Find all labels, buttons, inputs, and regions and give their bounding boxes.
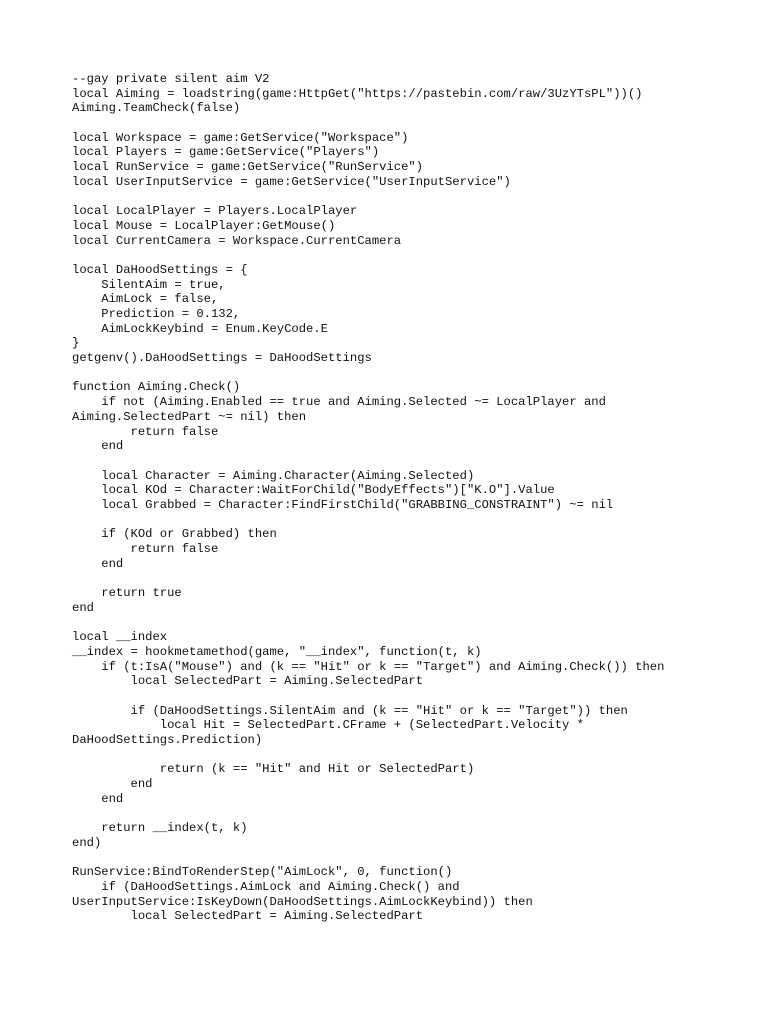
code-line: Aiming.SelectedPart ~= nil) then — [72, 409, 307, 424]
code-line: Aiming.TeamCheck(false) — [72, 101, 241, 116]
code-line: local LocalPlayer = Players.LocalPlayer — [72, 204, 358, 219]
code-line: return false — [72, 424, 219, 439]
code-line — [72, 248, 712, 263]
code-line: local Aiming = loadstring(game:HttpGet("https://pastebin.com/raw/3UzYTsPL"))() — [72, 86, 643, 101]
code-line — [72, 806, 712, 821]
code-line: end — [72, 439, 124, 454]
code-line: if (t:IsA("Mouse") and (k == "Hit" or k == "Target") and Aiming.Check()) then — [72, 659, 665, 674]
code-line: local Players = game:GetService("Players") — [72, 145, 380, 160]
code-line — [72, 116, 712, 131]
code-line: return true — [72, 586, 182, 601]
code-line — [72, 190, 712, 205]
code-line: if not (Aiming.Enabled == true and Aiming.Selected ~= LocalPlayer and — [72, 395, 606, 410]
code-line: return false — [72, 542, 219, 556]
code-line — [72, 689, 712, 704]
code-line: end — [72, 791, 124, 806]
code-line: end — [72, 777, 153, 791]
code-line: --gay private silent aim V2 — [72, 72, 270, 86]
code-line: if (DaHoodSettings.SilentAim and (k == "Hit" or k == "Target")) then — [72, 703, 628, 718]
code-line — [72, 850, 712, 865]
code-line: local UserInputService = game:GetService("UserInputService") — [72, 174, 511, 189]
code-line: local CurrentCamera = Workspace.CurrentCamera — [72, 233, 402, 248]
code-line — [72, 571, 712, 586]
code-line — [72, 454, 712, 469]
code-line: local Hit = SelectedPart.CFrame + (SelectedPart.Velocity * — [72, 718, 584, 733]
code-line: local Character = Aiming.Character(Aiming.Selected) — [72, 468, 475, 483]
code-line: local KOd = Character:WaitForChild("BodyEffects")["K.O"].Value — [72, 483, 555, 498]
code-line: end — [72, 600, 94, 615]
code-line: local Workspace = game:GetService("Workspace") — [72, 130, 409, 145]
code-line: SilentAim = true, — [72, 277, 226, 292]
code-line: end — [72, 556, 124, 571]
code-line: getgenv().DaHoodSettings = DaHoodSettings — [72, 351, 372, 366]
code-line: local Grabbed = Character:FindFirstChild("GRABBING_CONSTRAINT") ~= nil — [72, 497, 614, 512]
code-line: } — [72, 336, 80, 351]
code-line: if (KOd or Grabbed) then — [72, 527, 277, 542]
code-line — [72, 366, 712, 381]
code-line: local SelectedPart = Aiming.SelectedPart — [72, 674, 424, 689]
code-document — [72, 72, 712, 924]
code-line — [72, 513, 712, 528]
code-line: function Aiming.Check() — [72, 380, 241, 395]
code-line: Prediction = 0.132, — [72, 307, 241, 321]
code-line: AimLockKeybind = Enum.KeyCode.E — [72, 321, 328, 336]
code-line: AimLock = false, — [72, 292, 219, 307]
code-line: UserInputService:IsKeyDown(DaHoodSettings.AimLockKeybind)) then — [72, 894, 533, 909]
code-line: end) — [72, 835, 102, 850]
code-line: return __index(t, k) — [72, 821, 248, 836]
code-line — [72, 615, 712, 630]
code-line: return (k == "Hit" and Hit or SelectedPart) — [72, 762, 475, 777]
code-line — [72, 748, 712, 763]
code-line: local RunService = game:GetService("RunService") — [72, 160, 424, 175]
code-line: local __index — [72, 630, 168, 645]
code-line: local DaHoodSettings = { — [72, 262, 248, 277]
code-line: DaHoodSettings.Prediction) — [72, 732, 263, 747]
code-line: local SelectedPart = Aiming.SelectedPart — [72, 909, 424, 924]
code-line: __index = hookmetamethod(game, "__index", function(t, k) — [72, 644, 482, 659]
code-line: if (DaHoodSettings.AimLock and Aiming.Check() and — [72, 879, 460, 894]
code-line: RunService:BindToRenderStep("AimLock", 0, function() — [72, 865, 453, 880]
code-line: local Mouse = LocalPlayer:GetMouse() — [72, 218, 336, 233]
